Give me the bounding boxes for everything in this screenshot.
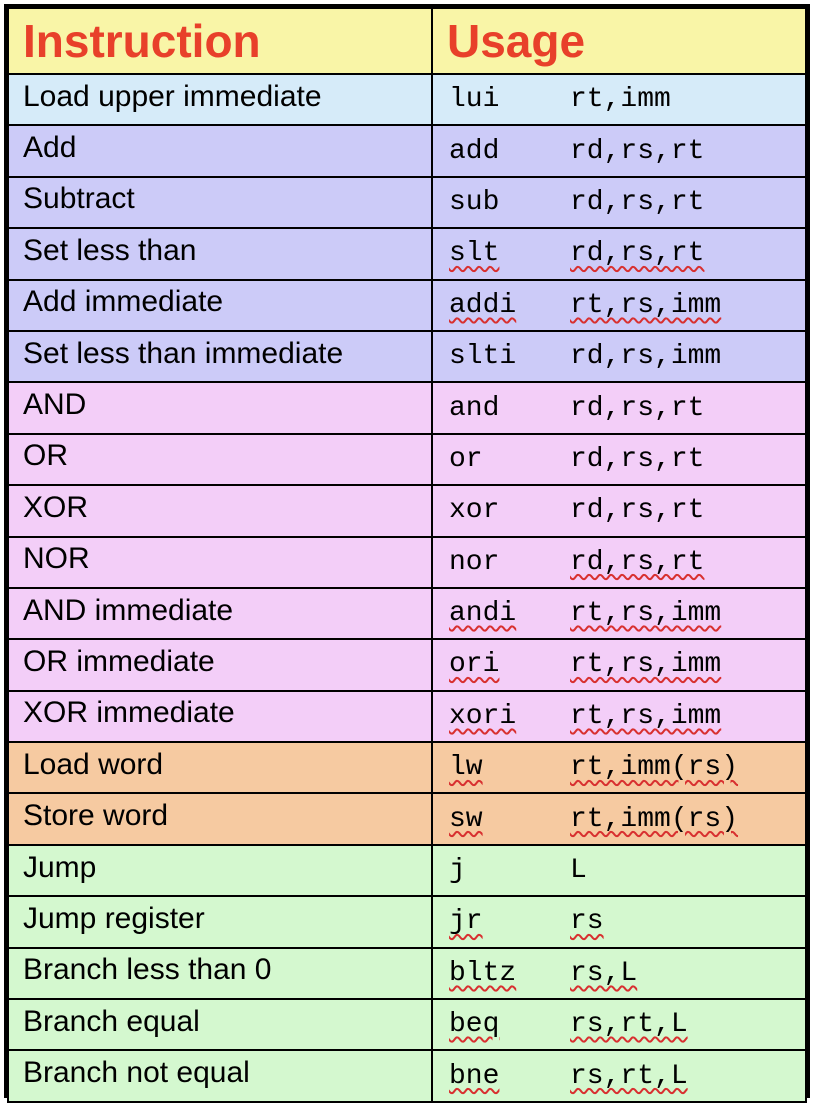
instruction-usage (432, 434, 806, 485)
usage-operands: rd,rs,rt (570, 443, 705, 475)
usage-operands: rt,rs,imm (570, 289, 722, 321)
instruction-usage (432, 999, 806, 1050)
usage-operands: rt,imm(rs) (570, 803, 739, 835)
table-row (8, 537, 806, 588)
instruction-name: XOR (8, 485, 432, 536)
usage-operands: rs,L (570, 957, 638, 989)
table-row (8, 228, 806, 279)
usage-mnemonic-text: xori (449, 700, 517, 732)
usage-operands: rt,imm(rs) (570, 752, 739, 784)
table-row (8, 639, 806, 690)
usage-operands: rs,rt,L (570, 1009, 688, 1041)
instruction-table-container (4, 4, 810, 1098)
table-row (8, 1050, 806, 1101)
instruction-name: Load word (8, 742, 432, 793)
usage-mnemonic-text: add (449, 135, 500, 167)
usage-operands: rs (570, 906, 604, 938)
table-row (8, 896, 806, 947)
table-row (8, 742, 806, 793)
table-row (8, 588, 806, 639)
usage-mnemonic-text: or (449, 443, 483, 475)
usage-mnemonic-text: xor (449, 495, 500, 527)
instruction-name: AND (8, 382, 432, 433)
usage-mnemonic (449, 701, 570, 732)
table-row (8, 74, 806, 125)
instruction-usage (432, 331, 806, 382)
usage-mnemonic-text: beq (449, 1009, 500, 1041)
usage-mnemonic (449, 187, 570, 218)
usage-operands: rs,rt,L (570, 1060, 688, 1092)
usage-operands: rd,rs,rt (570, 392, 705, 424)
instruction-name: OR (8, 434, 432, 485)
usage-operands: L (570, 855, 587, 887)
instruction-usage (432, 742, 806, 793)
table-row (8, 125, 806, 176)
usage-mnemonic (449, 547, 570, 578)
instruction-usage (432, 125, 806, 176)
usage-mnemonic-text: slti (449, 341, 517, 373)
table-body (8, 74, 806, 1102)
usage-mnemonic-text: slt (449, 238, 500, 270)
instruction-usage (432, 948, 806, 999)
usage-operands: rd,rs,rt (570, 495, 705, 527)
instruction-usage (432, 177, 806, 228)
usage-mnemonic (449, 136, 570, 167)
instruction-usage (432, 1050, 806, 1101)
usage-operands: rd,rs,rt (570, 135, 705, 167)
instruction-usage (432, 793, 806, 844)
instruction-table (7, 7, 807, 1103)
instruction-name: NOR (8, 537, 432, 588)
usage-mnemonic (449, 1061, 570, 1092)
usage-operands: rt,rs,imm (570, 598, 722, 630)
usage-mnemonic-text: bltz (449, 957, 517, 989)
table-row (8, 948, 806, 999)
usage-operands: rd,rs,rt (570, 546, 705, 578)
usage-operands: rd,rs,rt (570, 238, 705, 270)
usage-mnemonic (449, 290, 570, 321)
instruction-name: Add immediate (8, 280, 432, 331)
table-row (8, 434, 806, 485)
usage-mnemonic (449, 855, 570, 886)
instruction-usage (432, 537, 806, 588)
instruction-name: Subtract (8, 177, 432, 228)
instruction-usage (432, 485, 806, 536)
table-row (8, 382, 806, 433)
usage-mnemonic-text: nor (449, 546, 500, 578)
usage-operands: rd,rs,imm (570, 341, 722, 373)
usage-operands: rd,rs,rt (570, 186, 705, 218)
instruction-usage (432, 280, 806, 331)
usage-mnemonic (449, 906, 570, 937)
usage-mnemonic (449, 1009, 570, 1040)
usage-mnemonic-text: j (449, 855, 466, 887)
table-row (8, 691, 806, 742)
usage-operands: rt,rs,imm (570, 700, 722, 732)
table-row (8, 793, 806, 844)
instruction-name: Branch less than 0 (8, 948, 432, 999)
instruction-usage (432, 691, 806, 742)
instruction-name: Load upper immediate (8, 74, 432, 125)
instruction-usage (432, 588, 806, 639)
usage-mnemonic (449, 238, 570, 269)
usage-mnemonic (449, 84, 570, 115)
table-row (8, 177, 806, 228)
table-header-row (8, 8, 806, 74)
usage-mnemonic (449, 752, 570, 783)
usage-mnemonic-text: sub (449, 186, 500, 218)
usage-mnemonic-text: and (449, 392, 500, 424)
instruction-name: Store word (8, 793, 432, 844)
instruction-usage (432, 896, 806, 947)
instruction-usage (432, 382, 806, 433)
usage-mnemonic-text: jr (449, 906, 483, 938)
usage-mnemonic-text: andi (449, 598, 517, 630)
instruction-usage (432, 74, 806, 125)
usage-mnemonic-text: lui (449, 84, 500, 116)
usage-mnemonic (449, 649, 570, 680)
usage-mnemonic (449, 958, 570, 989)
instruction-usage (432, 639, 806, 690)
usage-mnemonic-text: addi (449, 289, 517, 321)
table-row (8, 999, 806, 1050)
usage-operands: rt,imm (570, 84, 671, 116)
instruction-usage (432, 228, 806, 279)
header-usage: Usage (432, 8, 806, 74)
instruction-usage (432, 845, 806, 896)
instruction-name: Set less than immediate (8, 331, 432, 382)
table-row (8, 280, 806, 331)
table-row (8, 331, 806, 382)
usage-mnemonic (449, 341, 570, 372)
instruction-name: XOR immediate (8, 691, 432, 742)
usage-operands: rt,rs,imm (570, 649, 722, 681)
usage-mnemonic (449, 804, 570, 835)
header-instruction: Instruction (8, 8, 432, 74)
usage-mnemonic-text: ori (449, 649, 500, 681)
instruction-name: Set less than (8, 228, 432, 279)
usage-mnemonic (449, 598, 570, 629)
usage-mnemonic (449, 495, 570, 526)
usage-mnemonic-text: bne (449, 1060, 500, 1092)
table-row (8, 845, 806, 896)
instruction-name: Branch equal (8, 999, 432, 1050)
instruction-name: Add (8, 125, 432, 176)
instruction-name: Jump register (8, 896, 432, 947)
table-row (8, 485, 806, 536)
usage-mnemonic (449, 393, 570, 424)
instruction-name: Branch not equal (8, 1050, 432, 1101)
usage-mnemonic-text: lw (449, 752, 483, 784)
usage-mnemonic-text: sw (449, 803, 483, 835)
instruction-name: OR immediate (8, 639, 432, 690)
instruction-name: Jump (8, 845, 432, 896)
usage-mnemonic (449, 444, 570, 475)
instruction-name: AND immediate (8, 588, 432, 639)
